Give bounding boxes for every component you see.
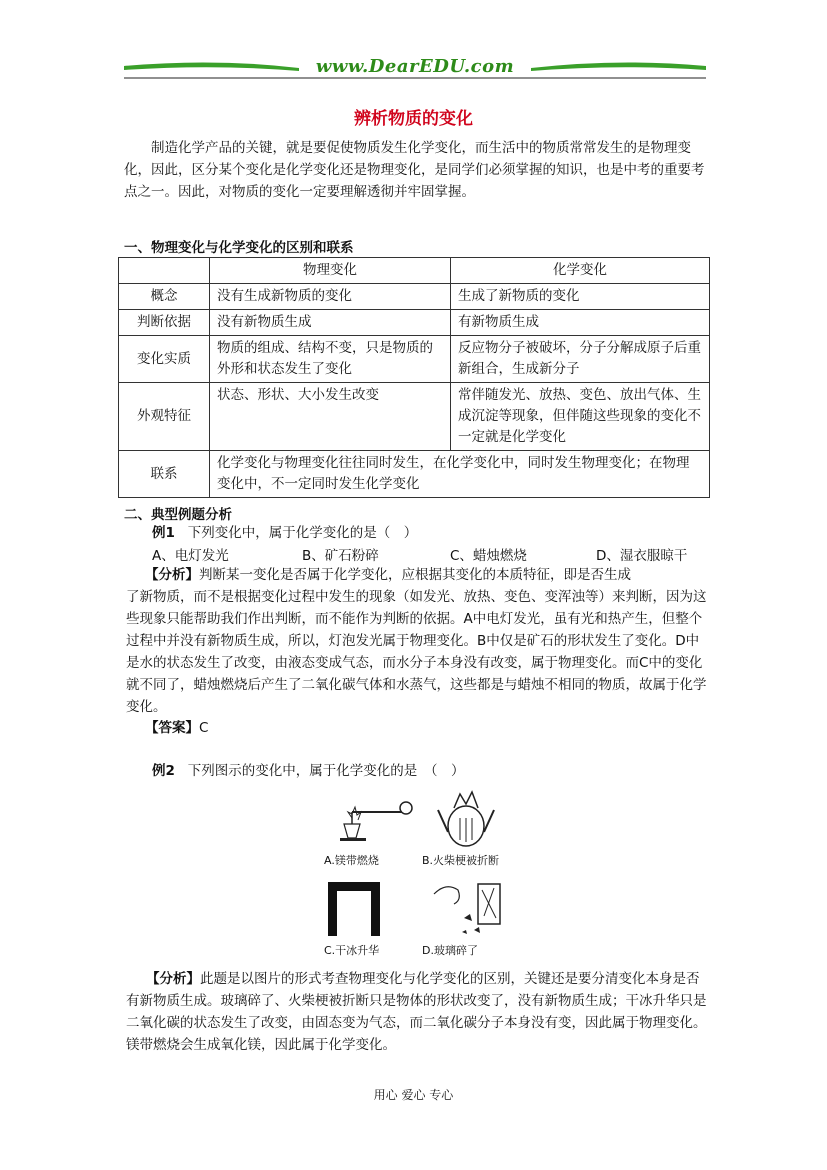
answer-value: C (199, 720, 209, 736)
analysis-label: 【分析】 (146, 971, 200, 987)
example-2-figure (318, 788, 518, 960)
caption-b: B.火柴梗被折断 (422, 854, 500, 867)
table-cell: 生成了新物质的变化 (451, 284, 710, 310)
option-b: B、矿石粉碎 (302, 548, 379, 564)
table-cell: 反应物分子被破坏，分子分解成原子后重新组合，生成新分子 (451, 336, 710, 383)
example-1-question: 下列变化中，属于化学变化的是（ ） (187, 525, 418, 541)
table-row (119, 451, 710, 498)
dry-ice-illustration (326, 880, 386, 938)
col-header-chemical: 化学变化 (451, 258, 710, 284)
option-d: D、湿衣服晾干 (596, 548, 688, 564)
table-corner-cell (119, 258, 210, 284)
row-label: 联系 (119, 451, 210, 498)
table-cell: 没有生成新物质的变化 (210, 284, 451, 310)
broken-glass-illustration (428, 878, 508, 940)
table-cell: 有新物质生成 (451, 310, 710, 336)
example-2-question-line (152, 760, 712, 782)
row-label: 判断依据 (119, 310, 210, 336)
table-row (119, 284, 710, 310)
intro-paragraph: 制造化学产品的关键，就是要促使物质发生化学变化，而生活中的物质常常发生的是物理变化，因此，区分某个变化是化学变化还是物理变化，是同学们必须掌握的知识，也是中考的重要考点之一。因此，对物质的变化一定要理解透彻并牢固掌握。 (124, 140, 705, 200)
caption-a: A.镁带燃烧 (324, 854, 379, 867)
site-logo: www.DearEDU.com (315, 56, 515, 77)
table-cell: 状态、形状、大小发生改变 (210, 383, 451, 451)
section-heading-2: 二、典型例题分析 (124, 507, 232, 523)
page-footer: 用心 爱心 专心 (373, 1088, 454, 1102)
example-1-question-line (152, 522, 712, 544)
matchstick-breaking-illustration (428, 788, 508, 850)
analysis-label: 【分析】 (145, 567, 199, 583)
caption-d: D.玻璃碎了 (422, 944, 478, 957)
answer-label: 【答案】 (145, 720, 199, 736)
col-header-physical: 物理变化 (210, 258, 451, 284)
example-2-analysis (126, 968, 708, 1056)
option-a: A、电灯发光 (152, 548, 229, 564)
site-header (124, 56, 706, 84)
table-cell-merged: 化学变化与物理变化往往同时发生，在化学变化中，同时发生物理变化；在物理变化中，不一定同时发生化学变化 (210, 451, 710, 498)
comparison-table (118, 257, 710, 498)
section-heading-1: 一、物理变化与化学变化的区别和联系 (124, 240, 354, 256)
example-2-label: 例2 (152, 763, 175, 779)
table-cell: 物质的组成、结构不变，只是物质的外形和状态发生了变化 (210, 336, 451, 383)
row-label: 概念 (119, 284, 210, 310)
analysis-text: 判断某一变化是否属于化学变化，应根据其变化的本质特征，即是否生成 (199, 567, 631, 583)
example-1-label: 例1 (152, 525, 175, 541)
table-header-row (119, 258, 710, 284)
example-1-analysis-body: 了新物质，而不是根据变化过程中发生的现象（如发光、放热、变色、变浑浊等）来判断，因为这些现象只能帮助我们作出判断，而不能作为判断的依据。A中电灯发光，虽有光和热产生，但整个过程中并没有新物质生成，所以，灯泡发光属于物理变化。B中仅是矿石的形状发生了变化。D中是水的状态发生了改变，由液态变成气态，而水分子本身没有改变，属于物理变化。而C中的变化就不同了，蜡烛燃烧后产生了二氧化碳气体和水蒸气，这些都是与蜡烛不相同的物质，故属于化学变化。 (126, 589, 707, 715)
row-label: 外观特征 (119, 383, 210, 451)
row-label: 变化实质 (119, 336, 210, 383)
caption-c: C.干冰升华 (324, 944, 380, 957)
example-1-answer (145, 717, 729, 739)
table-cell: 没有新物质生成 (210, 310, 451, 336)
page-title: 辨析物质的变化 (354, 109, 473, 129)
table-row (119, 310, 710, 336)
option-c: C、蜡烛燃烧 (450, 548, 527, 564)
example-1-analysis-first-line (145, 564, 710, 586)
table-row (119, 336, 710, 383)
analysis-text: 此题是以图片的形式考查物理变化与化学变化的区别，关键还是要分清变化本身是否有新物质生成。玻璃碎了、火柴梗被折断只是物体的形状改变了，没有新物质生成；干冰升华只是二氧化碳的状态发生了改变，由固态变为气态，而二氧化碳分子本身没有变，因此属于物理变化。镁带燃烧会生成氧化镁，因此属于化学变化。 (126, 971, 707, 1053)
table-row (119, 383, 710, 451)
example-2-question: 下列图示的变化中，属于化学变化的是 （ ） (187, 763, 465, 779)
magnesium-burning-illustration (332, 794, 418, 844)
table-cell: 常伴随发光、放热、变色、放出气体、生成沉淀等现象，但伴随这些现象的变化不一定就是化学变化 (451, 383, 710, 451)
